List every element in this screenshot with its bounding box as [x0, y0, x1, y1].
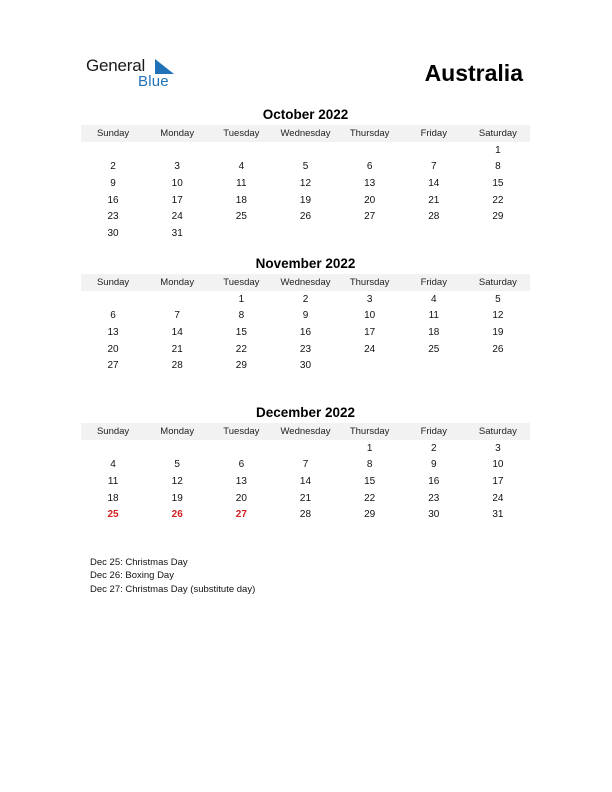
weekday-header: Saturday: [478, 277, 517, 288]
day-cell: 1: [366, 442, 373, 454]
week-row: [81, 142, 530, 159]
day-cell: 10: [171, 177, 183, 189]
day-cell: 21: [299, 492, 312, 504]
day-cell: 24: [171, 211, 183, 223]
week-row: [81, 457, 530, 474]
day-cell: 30: [107, 227, 119, 239]
brand-logo: [86, 56, 186, 90]
day-cell: 4: [110, 459, 116, 471]
day-cell: 3: [366, 293, 373, 305]
country-title: Australia: [424, 60, 523, 86]
day-cell: 13: [235, 475, 247, 487]
day-cell: 5: [174, 459, 180, 471]
day-cell: 26: [492, 343, 504, 355]
day-cell: 25: [235, 211, 247, 223]
day-cell: 12: [492, 310, 504, 322]
day-cell: 1: [495, 144, 501, 156]
weekday-header-row: [81, 274, 530, 291]
weekday-header: Sunday: [96, 426, 130, 437]
day-cell: 16: [299, 326, 312, 338]
holiday-notes: [90, 556, 255, 596]
day-cell: 29: [235, 360, 247, 372]
day-cell: 6: [366, 161, 373, 173]
day-cell: 19: [171, 492, 183, 504]
day-cell: 29: [364, 509, 376, 521]
holiday-day-cell: 25: [107, 509, 119, 521]
day-cell: 15: [235, 326, 247, 338]
day-cell: 15: [364, 475, 376, 487]
day-cell: 24: [492, 492, 504, 504]
day-cell: 21: [428, 194, 440, 206]
day-cell: 7: [430, 161, 437, 173]
week-row: [81, 308, 530, 325]
day-cell: 13: [364, 177, 376, 189]
day-cell: 31: [492, 509, 504, 521]
weekday-header: Monday: [160, 426, 195, 437]
logo-word-blue: Blue: [138, 73, 169, 90]
day-cell: 19: [492, 326, 504, 338]
day-cell: 12: [299, 177, 312, 189]
day-cell: 23: [107, 211, 119, 223]
day-cell: 8: [366, 459, 373, 471]
week-row: [81, 357, 530, 374]
day-cell: 2: [302, 293, 309, 305]
holiday-day-cell: 27: [235, 509, 247, 521]
day-cell: 24: [364, 343, 376, 355]
weekday-header: Thursday: [349, 277, 390, 288]
weekday-header: Thursday: [349, 426, 390, 437]
day-cell: 10: [364, 310, 376, 322]
month-november: [81, 255, 530, 374]
week-row: [81, 175, 530, 192]
day-cell: 29: [492, 211, 504, 223]
month-title: November 2022: [255, 256, 356, 271]
day-cell: 22: [364, 492, 376, 504]
week-row: [81, 440, 530, 457]
day-cell: 22: [235, 343, 247, 355]
weekday-header: Monday: [160, 277, 195, 288]
day-cell: 2: [430, 442, 437, 454]
weekday-header: Friday: [420, 128, 447, 139]
day-cell: 14: [171, 326, 183, 338]
day-cell: 6: [110, 310, 116, 322]
month-title: October 2022: [262, 107, 349, 122]
day-cell: 21: [171, 343, 183, 355]
weekday-header: Wednesday: [280, 277, 331, 288]
day-cell: 7: [174, 310, 180, 322]
month-december: [81, 404, 530, 523]
day-cell: 10: [492, 459, 504, 471]
weekday-header: Saturday: [478, 128, 517, 139]
weekday-header: Wednesday: [280, 128, 331, 139]
weekday-header: Wednesday: [280, 426, 331, 437]
weekday-header: Tuesday: [223, 128, 260, 139]
weekday-header-row: [81, 125, 530, 142]
day-cell: 17: [171, 194, 183, 206]
day-cell: 1: [238, 293, 245, 305]
day-cell: 23: [299, 343, 312, 355]
week-row: [81, 506, 530, 523]
day-cell: 23: [428, 492, 440, 504]
day-cell: 8: [238, 310, 245, 322]
logo-word-general: General: [86, 56, 146, 75]
week-row: [81, 341, 530, 358]
day-cell: 4: [430, 293, 437, 305]
weekday-header-row: [81, 423, 530, 440]
day-cell: 25: [428, 343, 440, 355]
day-cell: 19: [299, 194, 312, 206]
weekday-header: Thursday: [349, 128, 390, 139]
day-cell: 11: [236, 177, 247, 189]
day-cell: 28: [428, 211, 440, 223]
weekday-header: Tuesday: [223, 426, 260, 437]
day-cell: 8: [495, 161, 501, 173]
week-row: [81, 192, 530, 209]
day-cell: 16: [428, 475, 440, 487]
day-cell: 5: [302, 161, 309, 173]
day-cell: 15: [492, 177, 504, 189]
day-cell: 27: [107, 360, 119, 372]
day-cell: 13: [107, 326, 119, 338]
week-row: [81, 225, 530, 242]
day-cell: 18: [235, 194, 247, 206]
day-cell: 14: [299, 475, 312, 487]
day-cell: 18: [107, 492, 119, 504]
day-cell: 28: [299, 509, 312, 521]
day-cell: 14: [428, 177, 440, 189]
day-cell: 9: [302, 310, 309, 322]
day-cell: 4: [238, 161, 245, 173]
day-cell: 5: [495, 293, 501, 305]
week-row: [81, 490, 530, 507]
day-cell: 18: [428, 326, 440, 338]
day-cell: 30: [299, 360, 312, 372]
day-cell: 27: [364, 211, 376, 223]
week-row: [81, 324, 530, 341]
holiday-note: Dec 25: Christmas Day: [90, 557, 188, 568]
weekday-header: Sunday: [96, 128, 130, 139]
day-cell: 30: [428, 509, 440, 521]
weekday-header: Sunday: [96, 277, 130, 288]
month-october: [81, 106, 530, 242]
holiday-day-cell: 26: [171, 509, 183, 521]
day-cell: 9: [110, 177, 116, 189]
day-cell: 16: [107, 194, 119, 206]
day-cell: 20: [107, 343, 119, 355]
day-cell: 22: [492, 194, 504, 206]
day-cell: 28: [171, 360, 183, 372]
week-row: [81, 473, 530, 490]
day-cell: 3: [495, 442, 501, 454]
month-title: December 2022: [255, 405, 356, 420]
day-cell: 7: [302, 459, 309, 471]
week-row: [81, 159, 530, 176]
week-row: [81, 291, 530, 308]
weekday-header: Saturday: [478, 426, 517, 437]
day-cell: 17: [364, 326, 376, 338]
weekday-header: Monday: [160, 128, 195, 139]
weekday-header: Tuesday: [223, 277, 260, 288]
day-cell: 20: [364, 194, 376, 206]
day-cell: 11: [107, 475, 119, 487]
holiday-note: Dec 27: Christmas Day (substitute day): [90, 583, 256, 595]
weekday-header: Friday: [420, 277, 447, 288]
day-cell: 9: [430, 459, 437, 471]
day-cell: 31: [171, 227, 183, 239]
weekday-header: Friday: [420, 426, 447, 437]
day-cell: 26: [299, 211, 312, 223]
day-cell: 11: [428, 310, 439, 322]
holiday-note: Dec 26: Boxing Day: [90, 570, 174, 582]
day-cell: 2: [110, 161, 116, 173]
day-cell: 20: [235, 492, 247, 504]
day-cell: 6: [238, 459, 245, 471]
day-cell: 17: [492, 475, 504, 487]
week-row: [81, 208, 530, 225]
day-cell: 3: [174, 161, 180, 173]
day-cell: 12: [171, 475, 183, 487]
